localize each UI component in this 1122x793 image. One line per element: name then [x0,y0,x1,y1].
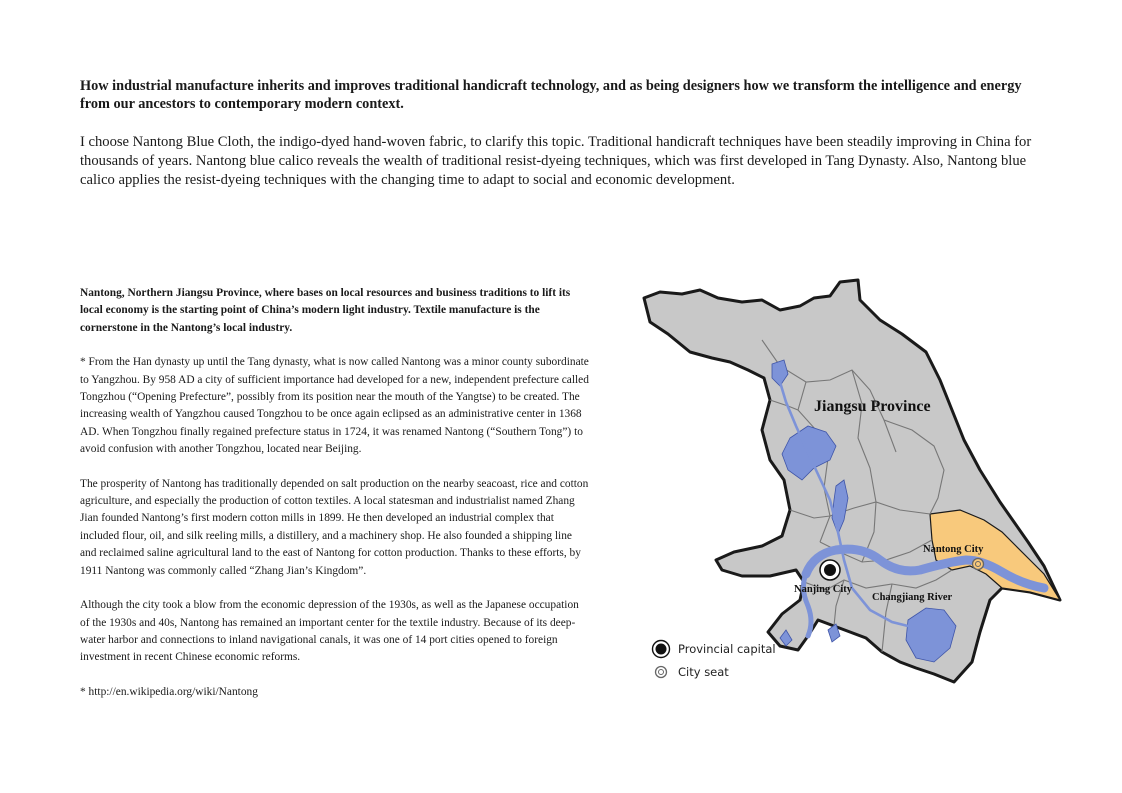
jiangsu-map [630,270,1080,700]
map-legend [653,641,776,680]
nanjing-label: Nanjing City [794,584,853,595]
modern-paragraph: Although the city took a blow from the economic depression of the 1930s, as well as the Japanese occupation of the 1930s and 40s, Nantong has remained an important center for the textile industry. Because of its deep-water harbor and connections to inland navigational canals, it was one of 14 port cities opened to foreign investment in recent Chinese economic reforms. [80,599,579,664]
legend-capital-dot [656,644,667,655]
lead-paragraph: Nantong, Northern Jiangsu Province, where bases on local resources and business traditions to lift its local economy is the starting point of China’s modern light industry. Textile manufacture is the cornerstone in the Nantong’s local industry. [80,287,571,334]
nantong-label: Nantong City [923,544,984,555]
nantong-marker [973,559,984,570]
page-heading: How industrial manufacture inherits and improves traditional handicraft technology, and as being designers how we transform the intelligence and energy from our ancestors to contemporary modern context. [80,78,1022,112]
nanjing-marker-dot [824,564,836,576]
province-label: Jiangsu Province [814,398,931,415]
source-footnote: * http://en.wikipedia.org/wiki/Nantong [80,685,258,698]
jiangsu-outline [644,280,1060,682]
history-column [80,285,590,701]
river-label: Changjiang River [872,592,953,603]
legend-seat-icon [656,667,667,678]
intro-paragraph: I choose Nantong Blue Cloth, the indigo-dyed hand-woven fabric, to clarify this topic. Traditional handicraft techniques have been steadily improving in China for thousands of years. Nantong blue calico reveals the wealth of traditional resist-dyeing techniques, which was first developed in Tang Dynasty. Also, Nantong blue calico applies the resist-dyeing techniques with the changing time to adapt to social and economic development. [80,134,1032,188]
history-paragraph: * From the Han dynasty up until the Tang dynasty, what is now called Nantong was a minor county subordinate to Yangzhou. By 958 AD a city of sufficient importance had developed for a new, independent prefecture called Tongzhou (“Opening Prefecture”, possibly from its position near the mouth of the Yangtse) to be created. The increasing wealth of Yangzhou caused Tongzhou to be once again eclipsed as an administrative center in 1368 AD. When Tongzhou finally regained prefecture status in 1724, it was renamed Nantong (“Southern Tong”) to avoid confusion with another Tongzhou, located near Beijing. [80,356,589,456]
legend-seat-label: City seat [678,665,729,679]
legend-capital-label: Provincial capital [678,642,776,656]
prosperity-paragraph: The prosperity of Nantong has traditionally depended on salt production on the nearby seacoast, rice and cotton agriculture, and especially the production of cotton textiles. A local statesman and industrialist named Zhang Jian founded Nantong’s first modern cotton mills in 1899. He then developed an industrial complex that included flour, oil, and silk reeling mills, a distillery, and a machinery shop. He also founded a shipping line and reclaimed saline agricultural land to the east of Nantong for cotton production. Thanks to these efforts, by 1911 Nantong was commonly called “Zhang Jian’s Kingdom”. [80,477,589,577]
